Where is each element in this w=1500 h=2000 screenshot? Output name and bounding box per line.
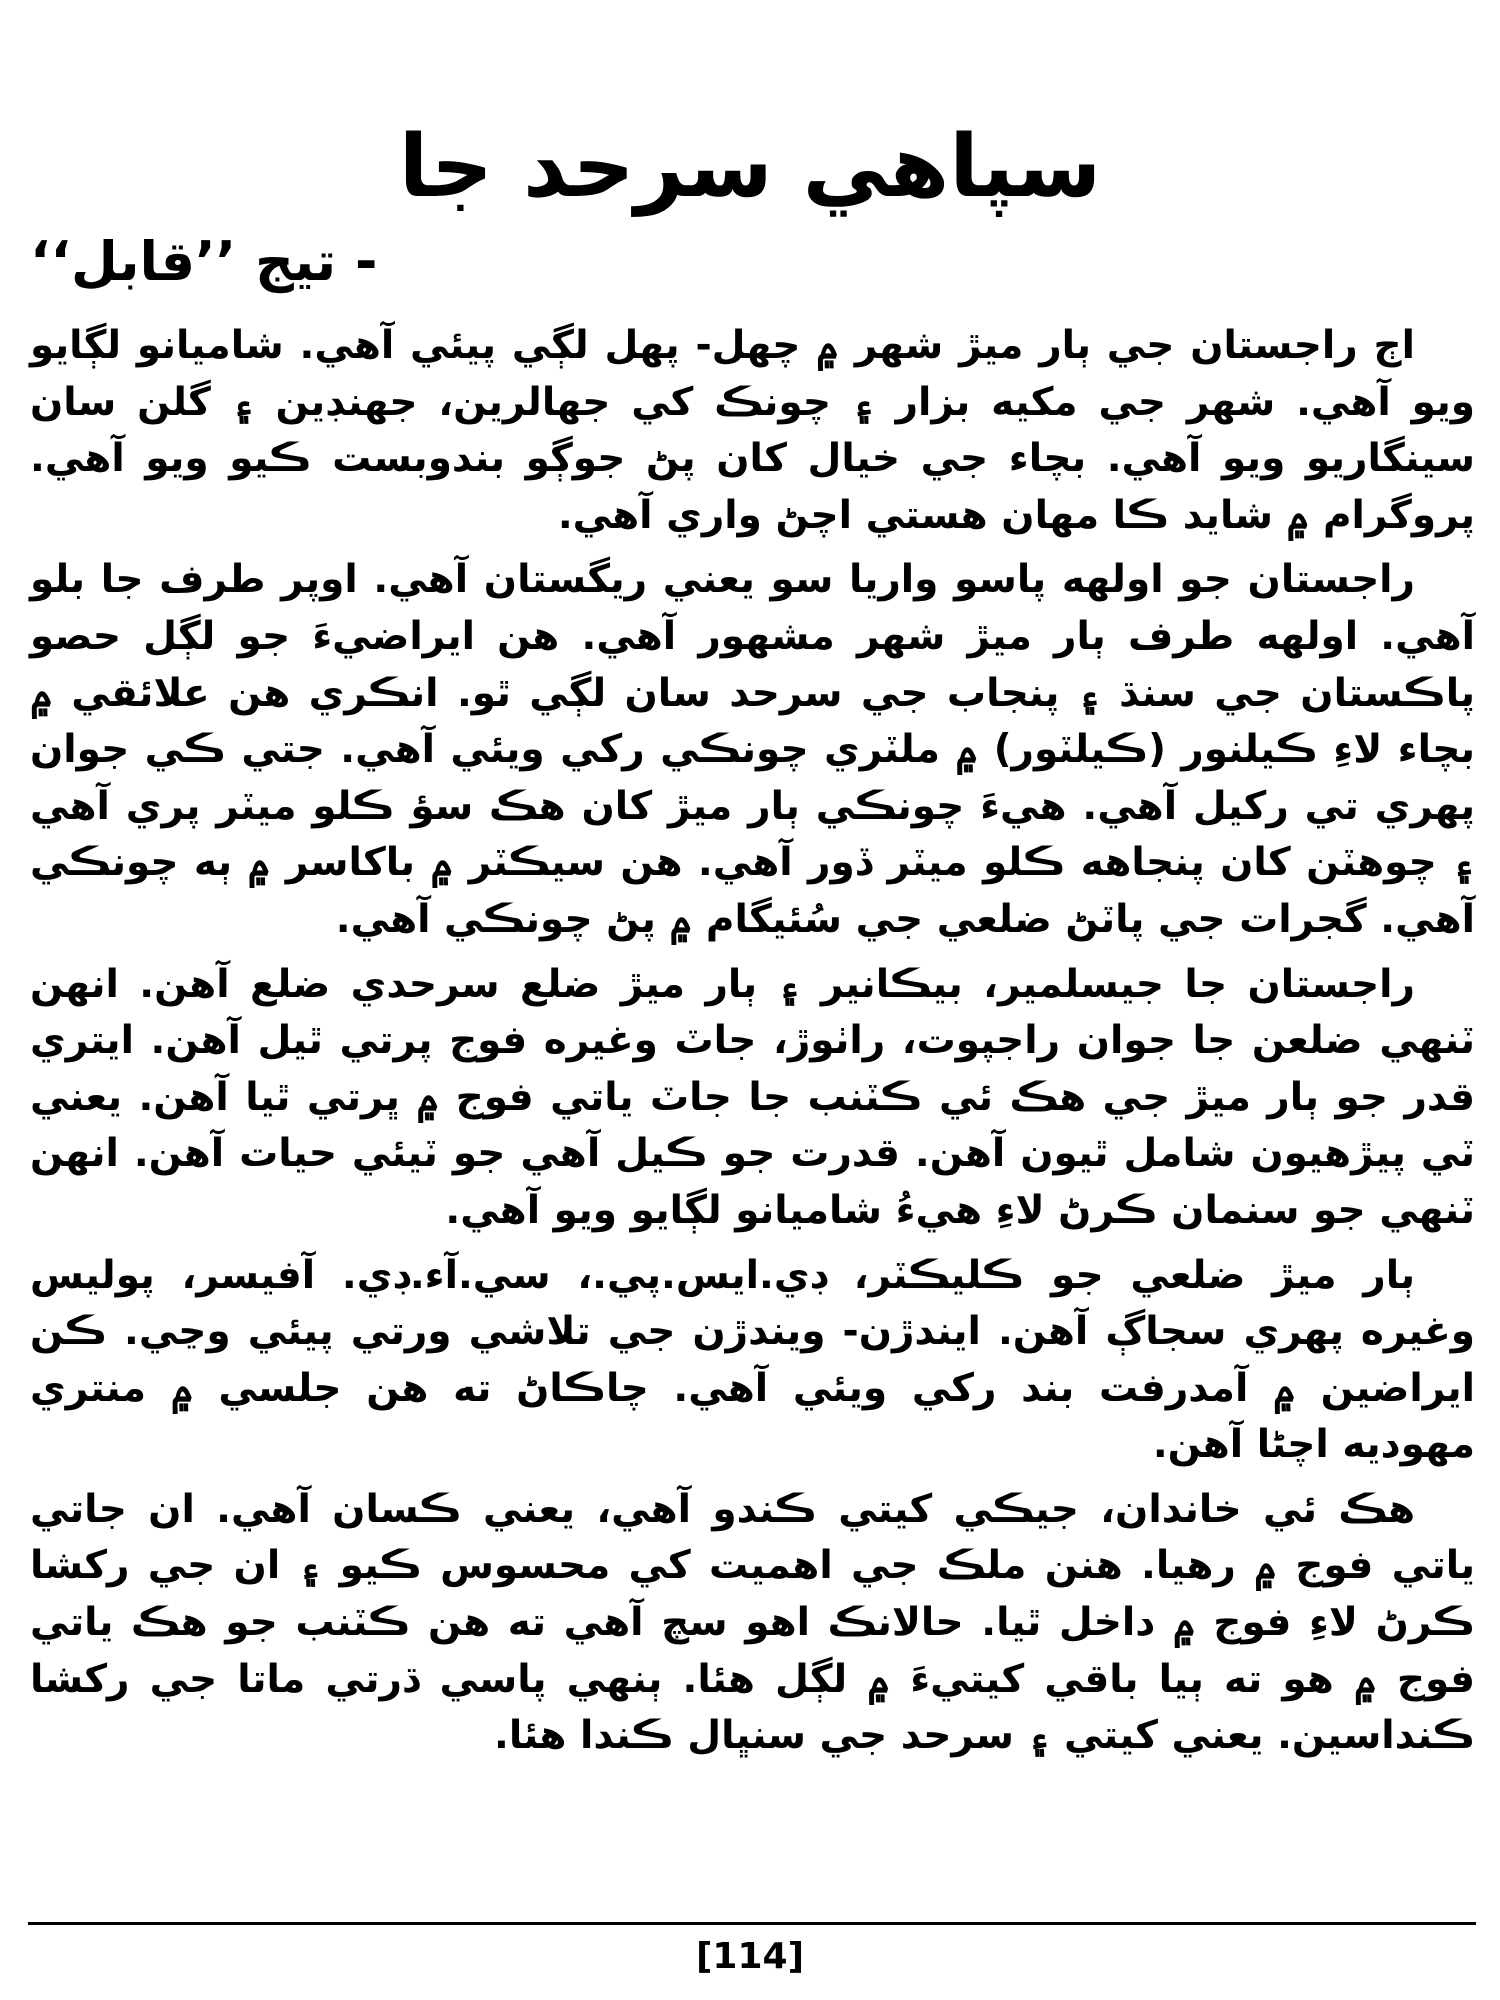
paragraph-4: ٻار ميڙ ضلعي جو ڪليڪٽر، ڊي.ايس.پي.، سي.آء.ڊي. آفيسر، پوليس وغيره پهري سجاڳ آهن. ايندڙن- ويندڙن جي تلاشي ورتي پيئي وڃي. ڪن ايراضين ۾ آمدرفت بند رکي ويئي آهي. چاڪاڻ ته هن جلسي ۾ منتري مهوديه اچڻا آهن. <box>30 1252 1475 1468</box>
paragraph-2: راجستان جو اولهه پاسو واريا سو يعني ريگستان آهي. اوپر طرف جا بلو آهي. اولهه طرف ٻار ميڙ شهر مشهور آهي. هن ايراضيءَ جو لڳل حصو پاڪستان جي سنڌ ۽ پنجاب جي سرحد سان لڳي ٿو. انڪري هن علائقي ۾ بچاء لاءِ ڪيلنور (ڪيلٽور) ۾ ملٽري چونڪي رکي ويئي آهي. جتي ڪي جوان پهري تي رکيل آهي. هيءَ چونڪي ٻار ميڙ کان هڪ سؤ ڪلو ميٽر پري آهي ۽ چوهٽن کان پنجاهه ڪلو ميٽر ڏور آهي. هن سيڪٽر ۾ باکاسر ۾ ٻه چونڪي آهي. گجرات جي پاٽڻ ضلعي جي سُئيگام ۾ پڻ چونڪي آهي. <box>30 557 1475 942</box>
body-text <box>30 318 1475 1773</box>
page-number: [114] <box>695 1936 805 1977</box>
paragraph-5: هڪ ئي خاندان، جيڪي کيتي ڪندو آهي، يعني ڪسان آهي. ان جاتي ياتي فوج ۾ رهيا. هنن ملڪ جي اهميت کي محسوس ڪيو ۽ ان جي رکشا ڪرڻ لاءِ فوج ۾ داخل ٿيا. حالانڪ اهو سچ آهي ته هن ڪٽنب جو هڪ ياتي فوج ۾ هو ته ٻيا باقي کيتيءَ ۾ لڳل هئا. ٻنهي پاسي ڌرتي ماتا جي رکشا ڪنداسين. يعني کيتي ۽ سرحد جي سنڀال ڪندا هئا. <box>30 1486 1475 1759</box>
footer-divider <box>28 1922 1476 1925</box>
author-byline: - تيج ’’قابل‘‘ <box>30 230 378 293</box>
paragraph-1: اڄ راجستان جي ٻار ميڙ شهر ۾ چهل- پهل لڳي پيئي آهي. شاميانو لڳايو ويو آهي. شهر جي مکيه بزار ۽ چونڪ کي جهالرين، جهنڊين ۽ گلن سان سينگاريو ويو آهي. بچاء جي خيال کان پڻ جوڳو بندوبست ڪيو ويو آهي. پروگرام ۾ شايد ڪا مهان هستي اچڻ واري آهي. <box>30 323 1475 538</box>
page-title: سپاهي سرحد جا <box>398 117 1102 217</box>
paragraph-3: راجستان جا جيسلمير، بيڪانير ۽ ٻار ميڙ ضلع سرحدي ضلع آهن. انهن ٽنهي ضلعن جا جوان راجپوت، راٺوڙ، جاٽ وغيره فوج پرتي ٿيل آهن. ايتري قدر جو ٻار ميڙ جي هڪ ئي ڪٽنب جا جاٽ ياتي فوج ۾ ڀرتي ٿيا آهن. يعني ٽي پيڙهيون شامل ٿيون آهن. قدرت جو ڪيل آهي جو ٽيئي حيات آهن. انهن ٽنهي جو سنمان ڪرڻ لاءِ هيءُ شاميانو لڳايو ويو آهي. <box>30 961 1475 1233</box>
